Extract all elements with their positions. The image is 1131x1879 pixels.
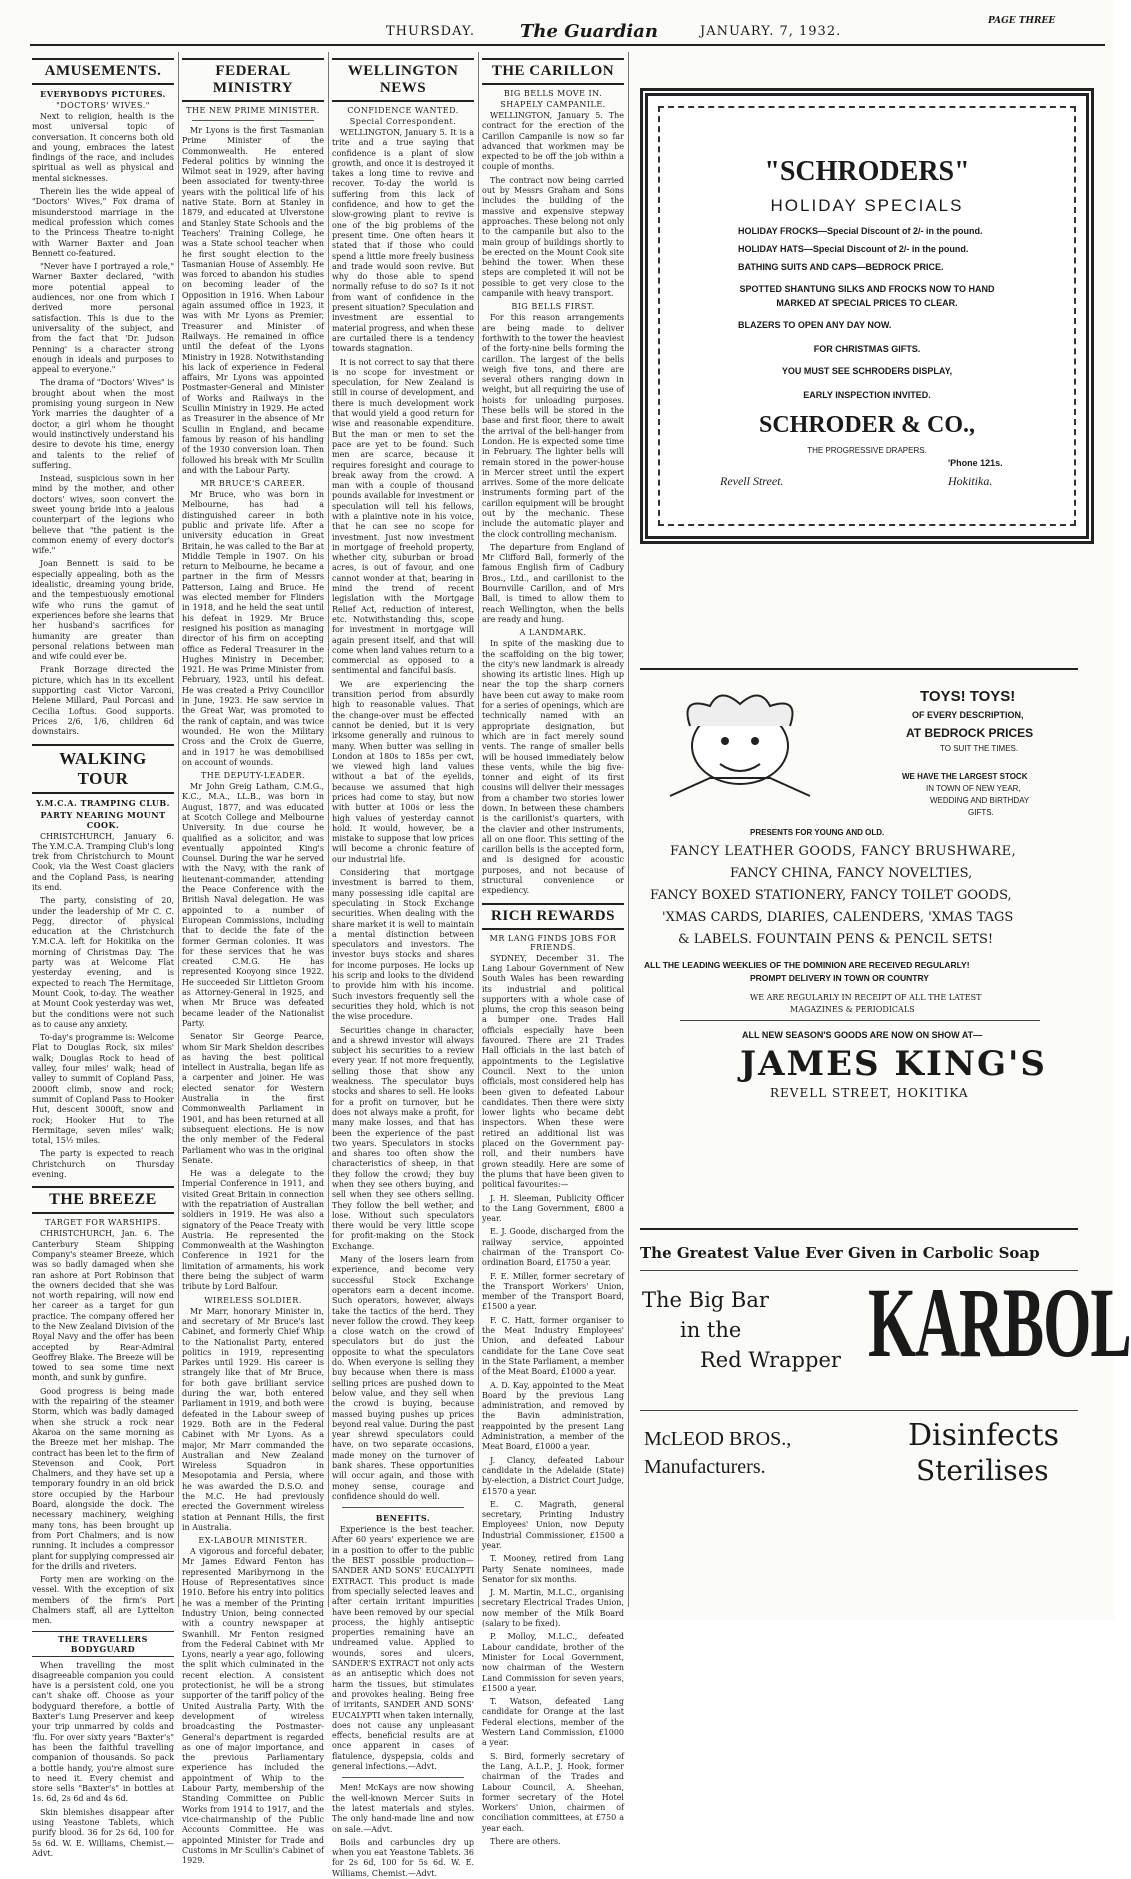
headline-federal-ministry: FEDERAL MINISTRY [182,58,324,102]
divider [342,1777,464,1778]
advert-line: The Big Bar [642,1288,769,1312]
article-paragraph: T. Watson, defeated Lang candidate for Orange at the last Federal elections, member of the Western Land Commission, £1000 a year. [482,1697,624,1748]
headline-the-carillon: THE CARILLON [482,58,624,85]
divider [342,1507,464,1508]
article-paragraph: To-day's programme is: Welcome Flat to Douglas Rock, six miles' walk; Douglas Rock to head of valley, four miles' walk; head of valley to summit of Copland Pass, 2000ft climb, snow and rock; summit of Copland Pass to Hooker Hut, descent 3000ft, snow and rock; Hooker Hut to The Hermitage, seven miles' walk; total, 15½ miles. [32,1033,174,1146]
goods-line: & LABELS. FOUNTAIN PENS & PENCIL SETS! [678,932,994,947]
masthead-date: JANUARY. 7, 1932. [700,23,842,39]
headline-walking-tour: WALKING TOUR [32,744,174,794]
subhead: THE DEPUTY-LEADER. [200,771,306,781]
subhead: "DOCTORS' WIVES." [56,101,150,110]
subhead: PARTY NEARING MOUNT COOK. [40,809,166,830]
article-paragraph: The contract now being carried out by Messrs Graham and Sons includes the building of the massive and expensive stepway approaches. These belong not only to the campanile but also to the main group of buildings shortly to be erected on the Mount Cook site behind the tower. When these steps are completed it will not be possible to get very close to the campanile with heavy transport. [482,175,624,299]
advert-tagline: THE PROGRESSIVE DRAPERS. [807,446,927,455]
article-paragraph: Senator Sir George Pearce, whom Sir Mark Sheldon describes as having the best political intellect in Australia, began life as a carpenter and joiner. He was elected senator for Western Australia in the first Commonwealth Parliament in 1901, and has been returned at all subsequent elections. He is now the only member of the Federal Parliament who was in the original Senate. [182,1032,324,1165]
divider [640,1228,1078,1230]
article-paragraph: E. C. Magrath, general secretary, Printing Industry Employees' Union, now Deputy Industrial Commissioner, £1500 a year. [482,1499,624,1550]
toys-heading: TOYS! TOYS! [920,688,1016,705]
subhead: A LANDMARK. [519,628,587,638]
advert-line: WE HAVE THE LARGEST STOCK [902,772,1028,781]
article-paragraph: P. Molloy, M.L.C., defeated Labour candidate, brother of the Minister for Local Government, now chairman of the Western Land Commission for seven years, £1500 a year. [482,1632,624,1693]
article-paragraph: The departure from England of Mr Clifford Ball, formerly of the famous English firm of Cadbury Bros., Ltd., and carillonist to the Bournville Carillon, and of Mrs Ball, is timed to allow them to reach Wellington, when the bells are ready and hung. [482,542,624,624]
article-paragraph: "Never have I portrayed a role," Warner Baxter declared, "with more potential appeal to audiences, nor one from which I derived more personal satisfaction. This is due to the universality of the subject, and from the fact that 'Dr. Judson Penning' is a character strong enough in ideals and purposes to appeal to everyone." [32,262,174,375]
advert-paragraph: Skin blemishes disappear after using Yeastone Tablets, which purify blood. 36 for 2s 6d, 100 for 5s 6d. W. E. Williams, Chemist.—Advt. [32,1807,174,1858]
schroders-advert [640,88,1094,544]
advert-line: MAGAZINES & PERIODICALS [790,1005,915,1014]
advert-store-name: JAMES KING'S [740,1044,1047,1084]
article-paragraph: Joan Bennett is said to be especially appealing, both as the idealistic, dreaming young bride, and the tempestuously emotional wife who runs the gamut of experiences before she learns that her husband's sacrifices for humanity are greater than personal relations between man and wife could ever be. [32,559,174,662]
column-divider [478,52,479,1607]
column-divider [628,52,629,1607]
advert-line: YOU MUST SEE SCHRODERS DISPLAY, [781,366,953,376]
advert-line: PROMPT DELIVERY IN TOWN OR COUNTRY [750,973,929,983]
goods-line: FANCY LEATHER GOODS, FANCY BRUSHWARE, [670,844,1017,859]
column-amusements [32,52,174,1858]
headline-wellington-news: WELLINGTON NEWS [332,58,474,102]
advert-line: BATHING SUITS AND CAPS—BEDROCK PRICE. [738,262,944,272]
advert-line: ALL THE LEADING WEEKLIES OF THE DOMINION ARE RECEIVED REGULARLY! [644,960,970,970]
advert-line: Sterilises [916,1454,1049,1487]
james-kings-advert [640,668,1078,1188]
advert-line: BLAZERS TO OPEN ANY DAY NOW. [738,320,892,330]
article-paragraph: Forty men are working on the vessel. With the exception of six members of the firm's Port Chalmers staff, all are Lyttelton men. [32,1575,174,1626]
advert-phone: 'Phone 121s. [948,458,1003,468]
article-paragraph: Mr Lyons is the first Tasmanian Prime Minister of the Commonwealth. He entered Federal politics by winning the Wilmot seat in 1929, after having been associated for twenty-three years with the political life of his native State. Born at Stanley in 1879, and educated at Ulverstone and Stanley State Schools and the Teachers' Training College, he was a State school teacher when he first sought election to the Tasmanian House of Assembly. He was forced to abandon his studies on becoming leader of the Opposition in 1916. When Labour again assumed office in 1923, it was with Mr Lyons as Premier, Treasurer and Minister of Railways. He remained in office until the defeat of the Lyons Ministry in 1928. Notwithstanding his lack of experience in Federal affairs, Mr Lyons was appointed Postmaster-General and Minister of Works and Railways in the Scullin Ministry in 1929. He acted as Treasurer in the absence of Mr Scullin in England, and became famous by reason of his handling of the 1930 conversion loan. Then followed his break with Mr Scullin and with the Labour Party. [182,126,324,475]
advert-store-name: "SCHRODERS" [764,156,970,187]
article-paragraph: A vigorous and forceful debater, Mr James Edward Fenton has represented Maribyrnong in the House of Representatives since 1910. Before his entry into politics he was a member of the Printing Industry Union, being connected with a country newspaper at Swanhill. Mr Fenton resigned from the Federal Cabinet with Mr Lyons, nearly a year ago, following the split which culminated in the recent election. A consistent protectionist, he will be a strong supporter of the tariff policy of the United Australia Party. With the development of wireless broadcasting the Postmaster-General's department is regarded as one of major importance, and the previous Parliamentary experience has included the appointment of Whip to the Labour Party, membership of the Standing Committee on Public Works from 1914 to 1917, and the vice-chairmanship of the Public Accounts Committee. He was appointed Minister for Trade and Customs in Mr Scullin's Cabinet of 1929. [182,1547,324,1866]
advert-line: HOLIDAY HATS—Special Discount of 2/- in the pound. [738,244,969,254]
karbol-headline: The Greatest Value Ever Given in Carbolic Soap [640,1244,1040,1262]
masthead-title: The Guardian [520,20,658,42]
article-paragraph: J. H. Sleeman, Publicity Officer to the Lang Government, £800 a year. [482,1193,624,1224]
subhead: EX-LABOUR MINISTER. [198,1536,308,1546]
advert-line: WEDDING AND BIRTHDAY [930,796,1030,805]
subhead: SHAPELY CAMPANILE. [500,100,606,109]
masthead-rule [30,44,1105,46]
advert-line: HOLIDAY FROCKS—Special Discount of 2/- in the pound. [738,226,983,236]
advert-line: Disinfects [908,1418,1060,1453]
advert-line: Red Wrapper [700,1348,841,1372]
divider [640,668,1078,670]
article-paragraph: Mr John Greig Latham, C.M.G., K.C., M.A., LL.B., was born in August, 1877, and was educated at Scotch College and Melbourne University. In due course he qualified as a solicitor, and was eventually appointed King's Counsel. During the war he served with the Navy, with the rank of lieutenant-commander, attending the Peace Conference with the British Naval delegation. He was appointed to a number of European Commissions, including that to decide the fate of the former German colonies. It was for these services that he was created C.M.G. He has represented Kooyong since 1922. He succeeded Sir Littleton Groom as Attorney-General in 1925, and when Mr Bruce was defeated became leader of the Nationalist Party. [182,782,324,1028]
article-paragraph: There are others. [490,1837,561,1847]
advert-street: Revell Street. [720,474,784,488]
advert-paragraph: Experience is the best teacher. After 60 years' experience we are in a position to offer to the public the BEST possible production—SANDER AND SONS' EUCALYPTI EXTRACT. This product is made from specially selected leaves and after certain irritant impurities have been removed by our special process, the highly antiseptic properties remaining have an undreamed value. Applied to wounds, sores and ulcers, SANDER'S EXTRACT not only acts as an antiseptic which does not harm the tissues, but stimulates and provokes healing. Being free of irritants, SANDER AND SONS' EUCALYPTI when taken internally, does not cause any unpleasant effects, beneficial results are at once apparent in cases of flatulence, dyspepsia, colds and general infections.—Advt. [332,1525,474,1772]
headline-rich-rewards: RICH REWARDS [482,903,624,930]
article-paragraph: Frank Borzage directed the picture, which has in its excellent supporting cast Victor Varconi, Helene Millard, Paul Porcasi and Cecilia Loftus. Good supports. Prices 2/6, 1/6, children 6d downstairs. [32,665,174,737]
advert-line: OF EVERY DESCRIPTION, [912,710,1024,720]
headline-the-breeze: THE BREEZE [32,1186,174,1214]
karbol-brand: KARBOL [868,1269,1131,1379]
article-paragraph: The drama of "Doctors' Wives" is brought about when the most promising young surgeon in New York marries the daughter of a doctor, a girl whom he thought would instinctively understand his desire to devote his time, energy and talents to the relief of suffering. [32,378,174,470]
clown-illustration [650,686,820,806]
advert-line: WE ARE REGULARLY IN RECEIPT OF ALL THE LATEST [750,993,982,1002]
advert-line: MARKED AT SPECIAL PRICES TO CLEAR. [776,298,958,308]
advert-town: Hokitika. [948,474,993,488]
advert-paragraph: Men! McKays are now showing the well-known Mercer Suits in the latest materials and styles. The only hand-made line and now on sale.—Advt. [332,1783,474,1834]
article-paragraph: WELLINGTON, January 5. It is a trite and a true saying that confidence is a plant of slow growth, and once it is destroyed it takes a long time to revive and recover. To-day the world is suffering from this lack of confidence, and how to get the slow-growing plant to revive is one of the big problems of the present time. One often hears it stated that if those who could spend a little more freely business and trade would soon revive. But why do those able to spend normally refuse to do so? Is it not from want of confidence in the present situation? Speculation and investment are essential to material progress, and when these are curtailed there is a tendency towards stagnation. [332,128,474,354]
advert-line: EARLY INSPECTION INVITED. [803,390,931,400]
article-paragraph: Mr Bruce, who was born in Melbourne, has had a distinguished career in both public and private life. After a university education in Great Britain, he was called to the Bar at Middle Temple in 1907. On his return to Melbourne, he became a partner in the firm of Messrs Patterson, Laing and Bruce. He was elected member for Flinders in 1918, and he held the seat until his defeat in 1929. Mr Bruce resigned his position as managing director of his firm on accepting office as Federal Treasurer in the Hughes Ministry in December, 1921. He was Prime Minister from February, 1923, until his defeat. He was created a Privy Councillor in June, 1923. He saw service in the Great War, was promoted to the rank of captain, and was twice wounded. He won the Military Cross and the Croix de Guerre, and in 1917 he was demobilised on account of wounds. [182,490,324,767]
article-paragraph: He was a delegate to the Imperial Conference in 1911, and visited Great Britain in connection with the repatriation of Australian soldiers in 1919. He was also a signatory of the Peace Treaty with Austria. He represented the Commonwealth at the Washington Conference in 1921 for the limitation of armaments, his work there being the subject of warm tribute by Lord Balfour. [182,1169,324,1292]
article-paragraph: We are experiencing the transition period from absurdly high to reasonable values. That the change-over must be effected cannot be denied, but it is very irksome generally and ruinous to many. When butter was selling in London at 180s to 185s per cwt, we viewed high land values without a bat of the eyelids, because we assumed that high prices had come to stay, but now with butter at 100s or less the high values of yesterday cannot hold. It would, however, be a mistake to suppose that low prices will become a chronic feature of our industrial life. [332,679,474,864]
advert-firm-name: SCHRODER & CO., [758,412,975,438]
article-paragraph: Mr Marr, honorary Minister in, and secretary of Mr Bruce's last Cabinet, and formerly Chief Whip to the Nationalist Party, entered politics in 1919, representing Parkes until 1929. His career is strangely like that of Mr Bruce, for both gave brilliant service during the war, both entered Parliament in 1919, and both were defeated in the Labour sweep of 1929. Both are in the Federal Cabinet with Mr Lyons. As a major, Mr Marr commanded the Australian and New Zealand Wireless Squadron in Mesopotamia and Persia, where he was awarded the D.S.O. and the M.C. He had previously erected the Government wireless station at Pennant Hills, the first in Australia. [182,1306,324,1532]
subhead: BENEFITS. [375,1513,431,1524]
advert-line: in the [680,1318,742,1342]
divider [640,1410,1078,1411]
maker-label: Manufacturers. [644,1456,766,1478]
headline-travellers-bodyguard: THE TRAVELLERS BODYGUARD [32,1631,174,1657]
article-paragraph: T. Mooney, retired from Lang Party Senate nominees, made Senator for six months. [482,1554,624,1584]
column-carillon [482,52,624,1847]
subhead: Special Correspondent. [349,117,457,126]
article-paragraph: WELLINGTON, January 5. The contract for the erection of the Carillon Campanile is now so far advanced that workmen may be expected to be off the job within a couple of months. [482,111,624,172]
advert-line: SPOTTED SHANTUNG SILKS AND FROCKS NOW TO HAND [739,284,995,294]
advert-line: ALL NEW SEASON'S GOODS ARE NOW ON SHOW AT— [742,1030,983,1040]
advert-paragraph: When travelling the most disagreeable companion you could have is a persistent cold, one you can't shake off. Choose as your bodyguard therefore, a bottle of Baxter's Lung Preserver and keep your trip unmarred by colds and 'flu. For over sixty years "Baxter's" has been the faithful travelling companion of thousands. So pack a bottle handy, you're almost sure to need it. Every chemist and store sells "Baxter's" in bottles at 1s. 6d, 2s 6d and 4s 6d. [32,1660,174,1804]
article-paragraph: F. E. Miller, former secretary of the Transport Workers' Union, member of the Transport Board, £1500 a year. [482,1271,624,1312]
goods-line: 'XMAS CARDS, DIARIES, CALENDERS, 'XMAS TAGS [662,910,1014,925]
article-paragraph: Instead, suspicious sown in her mind by the mother, and other doctors' wives, soon convert the sweet young bride into a jealous counterpart of the legions who believe that "the patient is the common enemy of every doctor's wife." [32,474,174,556]
article-paragraph: Good progress is being made with the repairing of the steamer Storm, which was badly damaged when she struck a rock near Akaroa on the same morning as the Breeze met her mishap. The contract has been let to the firm of Stevenson and Cook, Port Chalmers, and they have set up a temporary foundry in an old brick store occupied by the Harbour Board, alongside the dock. The necessary machinery, weighing many tons, has been brought up from Port Chalmers, and is now running. It includes a compressor plant for supplying compressed air for the drills and riveters. [32,1386,174,1571]
advert-line: GIFTS. [968,808,994,817]
advert-line: PRESENTS FOR YOUNG AND OLD. [750,828,885,837]
article-paragraph: Next to religion, health is the most universal topic of conversation. It concerns both old and young, embraces the latest findings of the race, and includes spiritual as well as physical and mental sicknesses. [32,112,174,183]
article-paragraph: F. C. Hatt, former organiser to the Meat Industry Employees' Union, and defeated Labour candidate for the Lane Cove seat in the State Parliament, a member of the Meat Board, £1000 a year. [482,1315,624,1377]
advert-line: IN TOWN OF NEW YEAR, [926,784,1021,793]
subhead: MR BRUCE'S CAREER. [200,479,306,489]
subhead: WIRELESS SOLDIER. [204,1295,302,1305]
subhead: EVERYBODYS PICTURES. [40,89,166,99]
article-paragraph: The party, consisting of 20, under the leadership of Mr C. C. Pegg, director of physical education at the Christchurch Y.M.C.A. left for Hokitika on the morning of Christmas Day. The party was at Welcome Flat yesterday evening, and is expected to reach The Hermitage, Mount Cook, to-day. The weather at Mount Cook yesterday was wet, but the conditions were not such as to cause any anxiety. [32,896,174,1029]
subhead: THE NEW PRIME MINISTER. [186,106,320,115]
article-paragraph: It is not correct to say that there is no scope for investment or speculation, for New Zealand is still in course of development, and there is much development work that would yield a good return for wise and reasonable expenditure. But the man or men to set the pace are yet to be found. Such men are scarce, because it requires foresight and courage to break away from the crowd. A man with a couple of thousand pounds available for investment or speculation will tell his fellows, with a plaintive note in his voice, that he can see no scope for investment. Just now investment in mortgage of freehold property, whether city, suburban or broad acres, is out of favour, and one cannot wonder at that, bearing in mind the trend of recent legislation with the Mortgage Relief Act, reduction of interest, etc. Notwithstanding this, scope for investment in mortgage will again present itself, and that will come when land values return to a commercial as opposed to a sentimental and fanciful basis. [332,357,474,676]
article-paragraph: The party is expected to reach Christchurch on Thursday evening. [32,1149,174,1180]
advert-paragraph: Boils and carbuncles dry up when you eat Yeastone Tablets. 36 for 2s 6d, 100 for 5s 6d. W. E. Williams, Chemist.—Advt. [332,1837,474,1878]
page-number: PAGE THREE [988,16,1056,26]
article-paragraph: E. J. Goode, discharged from the railway service, appointed chairman of the Transport Co-ordination Board, £1750 a year. [482,1227,624,1268]
article-paragraph: In spite of the masking due to the scaffolding on the big tower, the city's new landmark is already showing its artistic lines. High up near the top the sharp corners have been cut away to make room for a series of openings, which are technically named with an appropriate designation, but which are in fact merely sound vents. The range of smaller bells will be housed immediately below these vents, while the big five-tonner and eight of its first cousins will deliver their messages from a chamber two stories lower down. In between these chambers is the carillonist's quarters, with the clavier and other instruments, all on one floor. This setting of the carillon bells is the accepted form, and is designed for acoustic purposes, and not because of structural convenience or expediency. [482,639,624,896]
subhead: CONFIDENCE WANTED. [347,106,459,115]
article-paragraph: Many of the losers learn from experience, and become very successful Stock Exchange operators earn a decent income. Such operators, however, always take the tactics of the herd. They never follow the crowd. They keep a close watch on the crowd of speculators but do just the opposite to what the speculators do. When everyone is selling they buy because when there is mass selling prices are pushed down to below value, and they sell when the crowd is buying, because massed buying pushes up prices beyond real value. During the past year shrewd speculators could have, on two separate occasions, made money on the turnover of bank shares. These opportunities will occur again, and those with money sense, courage and confidence should do well. [332,1255,474,1501]
column-federal-ministry [182,52,324,1866]
subhead: BIG BELLS MOVE IN. [503,89,603,98]
divider [192,120,314,121]
goods-line: FANCY BOXED STATIONERY, FANCY TOILET GOODS, [650,888,1012,903]
advert-subtitle: HOLIDAY SPECIALS [770,196,964,215]
article-paragraph: J. Clancy, defeated Labour candidate in the Adelaide (State) by-election, a District Court Judge, £1570 a year. [482,1455,624,1496]
goods-line: FANCY CHINA, FANCY NOVELTIES, [730,866,973,881]
maker-name: McLEOD BROS., [644,1428,792,1450]
article-paragraph: A. D. Kay, appointed to the Meat Board by the previous Lang administration, and removed by the Bavin administration, reappointed by the present Lang Administration, a member of the Meat Board, £1000 a year. [482,1380,624,1452]
article-paragraph: For this reason arrangements are being made to deliver forthwith to the tower the heaviest of the forty-nine bells forming the carillon. The largest of the bells weigh five tons, and there are several others ranging down in weight, but all requiring the use of hoists for unloading purposes. These bells will be stored in the base and first floor, there to await the arrival of the bell-hanger from London. He is expected some time in February. The lighter bells will remain stored in the power-house in Mercer street until the expert arrives. Some of the more delicate instruments forming part of the carillon equipment will be brought out by the mechanic. These include the automatic player and the clock controlling mechanism. [482,313,624,539]
subhead: TARGET FOR WARSHIPS. [45,1218,161,1228]
subhead: BIG BELLS FIRST. [511,302,595,312]
article-paragraph: Considering that mortgage investment is barred to them, many possessing idle capital are speculating in Stock Exchange securities. When dealing with the share market it is well to maintain a mental distinction between speculators and investors. The investor buys stocks and shares for income purposes. He locks up his scrip and looks to the dividend to provide him with his income. Such investors frequently sell the securities they hold, which is not the wise procedure. [332,868,474,1022]
article-paragraph: Therein lies the wide appeal of "Doctors' Wives," Fox drama of misunderstood marriage in the medical profession which comes to the Princess Theatre to-night with Warner Baxter and Joan Bennett co-featured. [32,187,174,258]
subhead: Y.M.C.A. TRAMPING CLUB. [36,797,170,808]
article-paragraph: CHRISTCHURCH, Jan. 6. The Canterbury Steam Shipping Company's steamer Breeze, which was so badly damaged when she ran ashore at Port Robinson that the owners decided that she was not worth repairing, will now end her career as a target for gun practice. The company offered her to the New Zealand Division of the Royal Navy and the offer has been accepted by Rear-Admiral Geoffrey Blake. The Breeze will be towed to sea some time next month, and sunk by gunfire. [32,1229,174,1383]
headline-amusements: AMUSEMENTS. [32,58,174,85]
article-paragraph: Securities change in character, and a shrewd investor will always subject his securities to a review every year. If not more frequently, selling those that show any weakness. The speculator buys stocks and shares to sell. He looks for a profit on turnover, but he does not always make a profit, for many make losses, and that has been the experience of the past two years. Speculators in stocks and shares too often show the characteristics of sheep, in that they follow the crowd; they buy when they see others buying, and sell when they see others selling. They follow the bell wether, and lose. Without such speculators there would be very little scope for profit-making on the Stock Exchange. [332,1025,474,1251]
advert-line: FOR CHRISTMAS GIFTS. [813,344,921,354]
article-paragraph: CHRISTCHURCH, January 6. The Y.M.C.A. Tramping Club's long trek from Christchurch to Mount Cook, via the West Coast glaciers and the Copland Pass, is nearing its end. [32,831,174,892]
masthead-day: THURSDAY. [386,23,475,39]
karbol-advert [640,1228,1131,1608]
column-divider [178,52,179,1607]
subhead: MR LANG FINDS JOBS FOR FRIENDS. [489,933,617,952]
article-paragraph: S. Bird, formerly secretary of the Lang, A.L.P., J. Hook, former chairman of the Trades and Labour Council, A. Sheehan, former secretary of the Hotel Workers' Union, chairmen of conciliation committees, at £750 a year each. [482,1751,624,1833]
column-wellington-news [332,52,474,1878]
article-paragraph: SYDNEY, December 31. The Lang Labour Government of New South Wales has been rewarding its industrial and political supporters with a whole case of plums, the crop this season being a bumper one. Trades Hall officials especially have been favoured. There are 21 Trades Hall officials in the last batch of appointments to the Legislative Council. Next to the union officials, most considered help has been given to defeated Labour candidates. Then there were sixty lower lights who became debt inspectors. When these were retired an additional list was placed on the Government pay-roll, and their numbers have grown steadily. Here are some of the plums that have been given to political favourites:— [482,953,624,1190]
divider [680,1020,1040,1021]
advert-line: TO SUIT THE TIMES. [940,744,1019,753]
advert-line: AT BEDROCK PRICES [906,726,1034,740]
advert-address: REVELL STREET, HOKITIKA [770,1086,969,1100]
masthead [30,16,1060,42]
column-divider [328,52,329,1607]
article-paragraph: J. M. Martin, M.L.C., organising secretary Electrical Trades Union, now member of the Milk Board (salary to be fixed). [482,1588,624,1629]
